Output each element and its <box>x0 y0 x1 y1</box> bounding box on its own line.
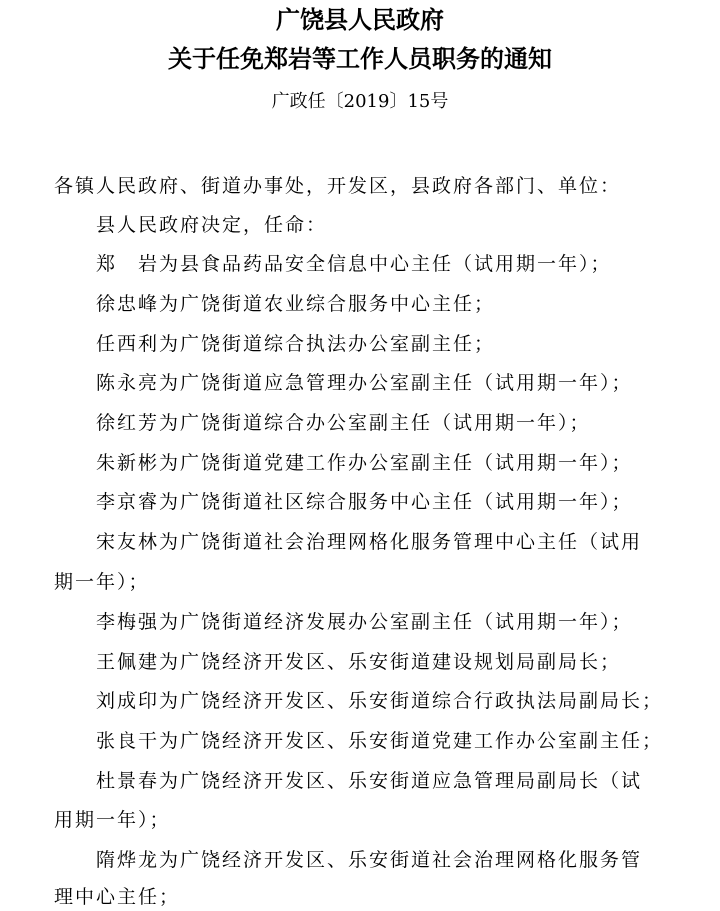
document-title-line-1: 广饶县人民政府 <box>276 5 444 34</box>
appointment-line: 任西利为广饶街道综合执法办公室副主任； <box>96 333 496 355</box>
appointment-line-continued: 期一年）； <box>54 571 150 593</box>
appointment-line: 李京睿为广饶街道社区综合服务中心主任（试用期一年）； <box>96 491 633 513</box>
appointment-line: 王佩建为广饶经济开发区、乐安街道建设规划局副局长； <box>96 651 622 673</box>
appointment-line: 宋友林为广饶街道社会治理网格化服务管理中心主任（试用 <box>96 531 643 553</box>
document-title-line-2: 关于任免郑岩等工作人员职务的通知 <box>168 44 552 73</box>
appointment-line: 李梅强为广饶街道经济发展办公室副主任（试用期一年）； <box>96 611 633 633</box>
appointment-line-continued: 用期一年）； <box>54 809 171 831</box>
salutation: 各镇人民政府、街道办事处，开发区，县政府各部门、单位： <box>54 175 622 197</box>
appointment-line: 郑 岩为县食品药品安全信息中心主任（试用期一年）； <box>96 253 612 275</box>
appointment-line: 徐红芳为广饶街道综合办公室副主任（试用期一年）； <box>96 412 591 434</box>
appointment-line-continued: 理中心主任； <box>54 886 181 908</box>
document-number: 广政任〔2019〕15号 <box>271 91 449 112</box>
appointment-line: 朱新彬为广饶街道党建工作办公室副主任（试用期一年）； <box>96 452 633 474</box>
intro-paragraph: 县人民政府决定，任命： <box>96 214 328 236</box>
appointment-line: 陈永亮为广饶街道应急管理办公室副主任（试用期一年）； <box>96 372 633 394</box>
appointment-line: 刘成印为广饶经济开发区、乐安街道综合行政执法局副局长； <box>96 690 664 712</box>
appointment-line: 张良干为广饶经济开发区、乐安街道党建工作办公室副主任； <box>96 730 664 752</box>
appointment-line: 隋烨龙为广饶经济开发区、乐安街道社会治理网格化服务管 <box>96 849 643 871</box>
appointment-line: 徐忠峰为广饶街道农业综合服务中心主任； <box>96 293 496 315</box>
appointment-line: 杜景春为广饶经济开发区、乐安街道应急管理局副局长（试 <box>96 770 643 792</box>
